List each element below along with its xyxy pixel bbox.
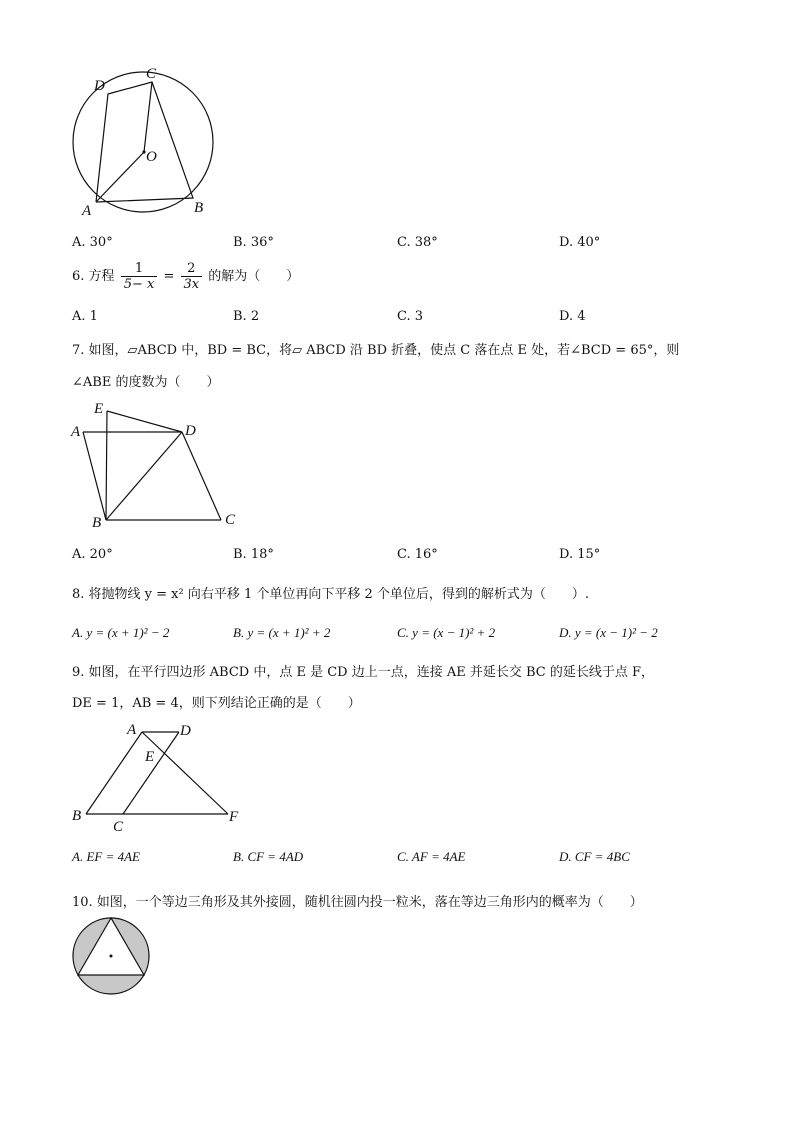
q6-stem xyxy=(72,261,299,292)
q7-figure xyxy=(68,396,248,532)
q7-label-D: D xyxy=(185,423,196,439)
q6-fraction-2 xyxy=(181,261,203,292)
q6-option-a[interactable]: A. 1 xyxy=(72,309,98,324)
q5-option-d[interactable]: D. 40° xyxy=(559,235,601,250)
q6-frac1-numerator: 1 xyxy=(121,261,158,277)
q8-option-b[interactable]: B. y = (x + 1)² + 2 xyxy=(233,625,331,640)
q8-option-c[interactable]: C. y = (x − 1)² + 2 xyxy=(397,625,496,640)
q7-stem-line2: ∠ABE 的度数为（ ） xyxy=(72,375,220,390)
q9-figure xyxy=(68,720,248,834)
q5-option-c[interactable]: C. 38° xyxy=(397,235,438,250)
q5-figure xyxy=(60,62,230,222)
q9-option-c[interactable]: C. AF = 4AE xyxy=(397,849,466,864)
q10-stem: 10. 如图，一个等边三角形及其外接圆，随机往圆内投一粒米，落在等边三角形内的概率为（ ） xyxy=(72,895,643,910)
q5-option-b[interactable]: B. 36° xyxy=(233,235,274,250)
q9-stem-line2: DE = 1，AB = 4，则下列结论正确的是（ ） xyxy=(72,696,361,711)
q5-label-B: B xyxy=(194,200,204,216)
q9-option-d[interactable]: D. CF = 4BC xyxy=(559,849,630,864)
q9-label-C: C xyxy=(113,819,124,834)
q9-label-D: D xyxy=(180,723,191,739)
q9-stem-line1: 9. 如图，在平行四边形 ABCD 中，点 E 是 CD 边上一点，连接 AE 并延长交 BC 的延长线于点 F， xyxy=(72,665,655,680)
q7-stem-line1: 7. 如图，▱ABCD 中，BD = BC，将▱ ABCD 沿 BD 折叠，使点 C 落在点 E 处，若∠BCD = 65°，则 xyxy=(72,343,680,358)
q6-prefix: 6. 方程 xyxy=(72,269,115,284)
q7-segment-BD xyxy=(106,432,182,520)
q6-frac2-numerator: 2 xyxy=(181,261,203,277)
q7-option-b[interactable]: B. 18° xyxy=(233,547,274,562)
q8-stem: 8. 将抛物线 y = x² 向右平移 1 个单位再向下平移 2 个单位后，得到的解析式为（ ）. xyxy=(72,587,590,602)
q9-label-B: B xyxy=(72,808,82,824)
q7-segment-EB xyxy=(106,411,107,520)
q5-quadrilateral xyxy=(96,82,193,202)
q10-center-dot xyxy=(110,955,113,958)
q5-segment-OC xyxy=(144,82,152,152)
q7-segment-ED xyxy=(107,411,182,432)
q9-segment-AF xyxy=(142,732,228,814)
q8-option-a[interactable]: A. y = (x + 1)² − 2 xyxy=(72,625,170,640)
q9-label-A: A xyxy=(127,722,137,738)
q9-option-b[interactable]: B. CF = 4AD xyxy=(233,849,304,864)
q6-option-b[interactable]: B. 2 xyxy=(233,309,260,324)
q7-segment-AB xyxy=(83,432,106,520)
q6-frac2-denominator: 3x xyxy=(183,277,200,292)
q9-label-E: E xyxy=(145,749,155,765)
q10-figure xyxy=(68,914,156,998)
q9-label-F: F xyxy=(229,809,239,825)
q6-fraction-1 xyxy=(121,261,158,292)
q7-label-A: A xyxy=(71,424,81,440)
q7-label-E: E xyxy=(94,401,104,417)
q7-segment-DC xyxy=(182,432,221,520)
q5-label-D: D xyxy=(94,78,105,94)
q9-segment-AB xyxy=(86,732,142,814)
q7-option-d[interactable]: D. 15° xyxy=(559,547,601,562)
q6-option-d[interactable]: D. 4 xyxy=(559,309,586,324)
q7-option-c[interactable]: C. 16° xyxy=(397,547,438,562)
q6-frac1-denominator: 5− x xyxy=(123,277,155,292)
q6-equals: = xyxy=(163,269,175,284)
q6-suffix: 的解为（ ） xyxy=(208,269,300,284)
q7-option-a[interactable]: A. 20° xyxy=(72,547,113,562)
q7-label-B: B xyxy=(92,515,102,531)
q5-label-A: A xyxy=(82,203,92,219)
q7-label-C: C xyxy=(225,512,236,528)
q9-option-a[interactable]: A. EF = 4AE xyxy=(72,849,140,864)
q5-segment-OA xyxy=(96,152,144,202)
q5-label-C: C xyxy=(146,66,157,82)
q5-label-O: O xyxy=(146,149,157,165)
q5-option-a[interactable]: A. 30° xyxy=(72,235,113,250)
q8-option-d[interactable]: D. y = (x − 1)² − 2 xyxy=(559,625,658,640)
q6-option-c[interactable]: C. 3 xyxy=(397,309,424,324)
q9-segment-DC xyxy=(123,732,179,814)
